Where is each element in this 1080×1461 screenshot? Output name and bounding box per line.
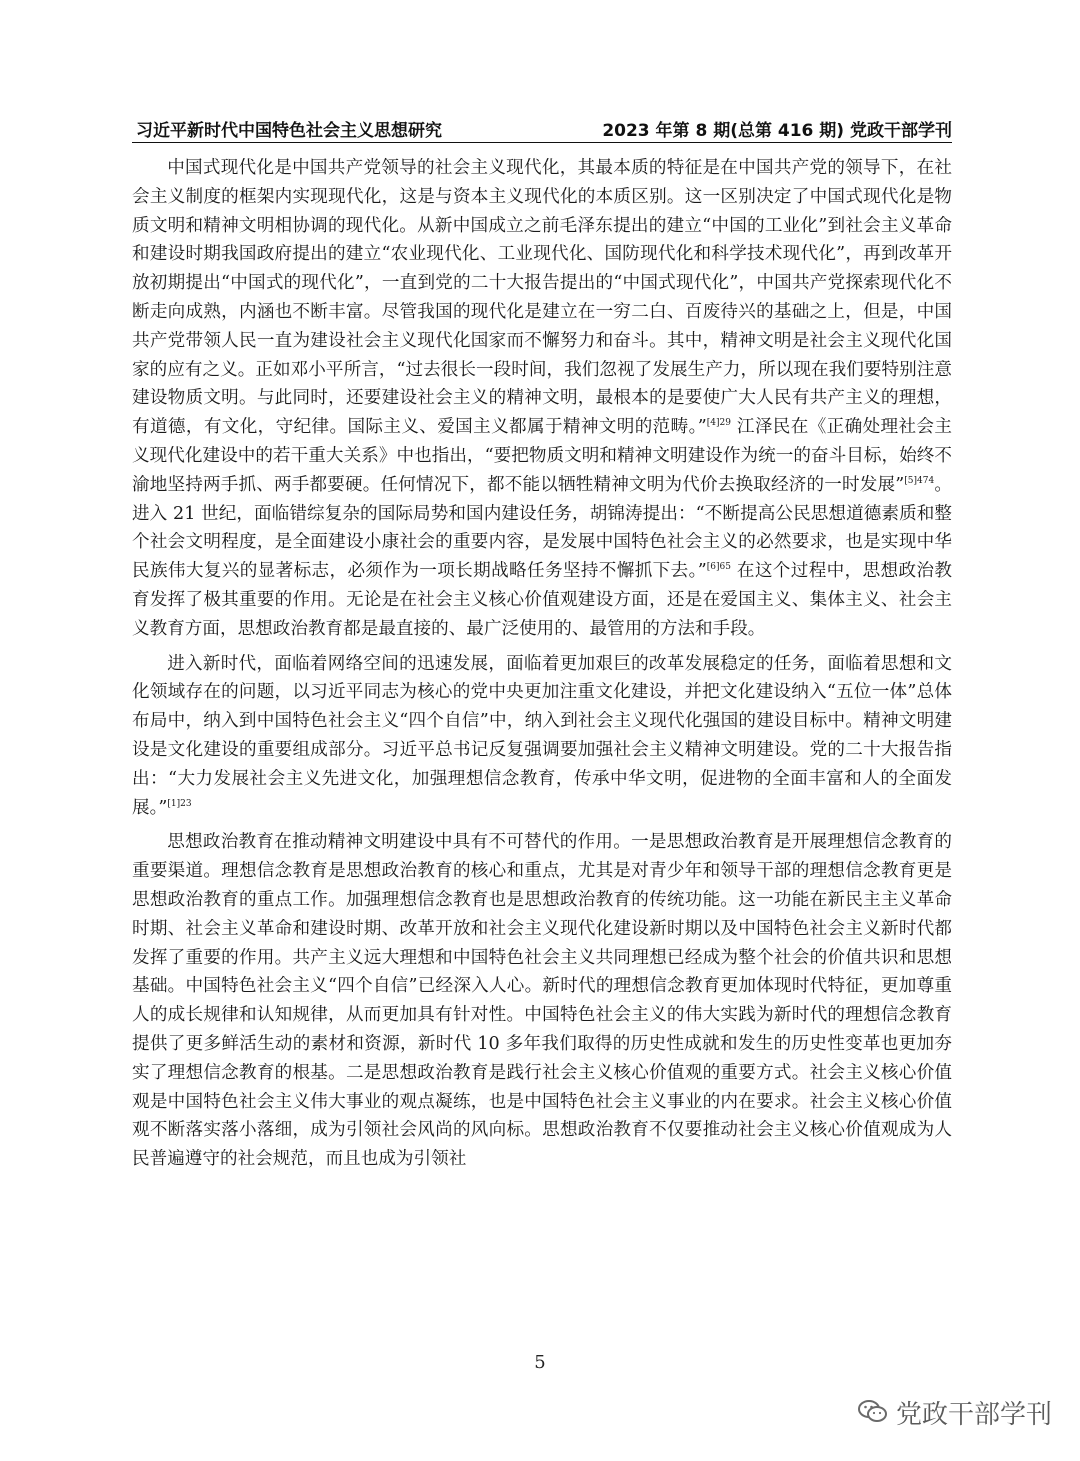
paragraph-text: 。进入 21 世纪，面临错综复杂的国际局势和国内建设任务，胡锦涛提出：“不断提高公民思想道德素质和整个社会文明程度，是全面建设小康社会的重要内容，是发展中国特色社会主义的必然要求，也是实现中华民族伟大复兴的显著标志，必须作为一项长期战略任务坚持不懈抓下去。” — [132, 474, 952, 582]
paragraph-3 — [132, 828, 952, 1174]
wechat-icon — [858, 1399, 888, 1425]
citation-superscript: [4]29 — [706, 418, 731, 429]
page-number: 5 — [534, 1352, 546, 1373]
watermark-text: 党政干部学刊 — [895, 1399, 1052, 1430]
paragraph-text: 在这个过程中，思想政治教育发挥了极其重要的作用。无论是在社会主义核心价值观建设方面，还是在爱国主义、集体主义、社会主义教育方面，思想政治教育都是最直接的、最广泛使用的、最管用的方法和手段。 — [132, 561, 952, 639]
watermark — [858, 1392, 1052, 1432]
paragraph-text: 中国式现代化是中国共产党领导的社会主义现代化，其最本质的特征是在中国共产党的领导下，在社会主义制度的框架内实现现代化，这是与资本主义现代化的本质区别。这一区别决定了中国式现代化是物质文明和精神文明相协调的现代化。从新中国成立之前毛泽东提出的建立“中国的工业化”到社会主义革命和建设时期我国政府提出的建立“农业现代化、工业现代化、国防现代化和科学技术现代化”，再到改革开放初期提出“中国式的现代化”，一直到党的二十大报告提出的“中国式现代化”，中国共产党探索现代化不断走向成熟，内涵也不断丰富。尽管我国的现代化是建立在一穷二白、百废待兴的基础之上，但是，中国共产党带领人民一直为建设社会主义现代化国家而不懈努力和奋斗。其中，精神文明是社会主义现代化国家的应有之义。正如邓小平所言，“过去很长一段时间，我们忽视了发展生产力，所以现在我们要特别注意建设物质文明。与此同时，还要建设社会主义的精神文明，最根本的是要使广大人民有共产主义的理想，有道德，有文化，守纪律。国际主义、爱国主义都属于精神文明的范畴。” — [132, 158, 952, 438]
citation-superscript: [1]23 — [167, 798, 192, 809]
citation-superscript: [6]65 — [706, 562, 731, 573]
header-section-title: 习近平新时代中国特色社会主义思想研究 — [136, 121, 442, 141]
citation-superscript: [5]474 — [904, 475, 935, 486]
running-header — [132, 112, 952, 143]
article-body — [132, 154, 952, 1180]
paragraph-text: 进入新时代，面临着网络空间的迅速发展，面临着更加艰巨的改革发展稳定的任务，面临着思想和文化领域存在的问题，以习近平同志为核心的党中央更加注重文化建设，并把文化建设纳入“五位一体”总体布局中，纳入到中国特色社会主义“四个自信”中，纳入到社会主义现代化强国的建设目标中。精神文明建设是文化建设的重要组成部分。习近平总书记反复强调要加强社会主义精神文明建设。党的二十大报告指出：“大力发展社会主义先进文化，加强理想信念教育，传承中华文明，促进物的全面丰富和人的全面发展。” — [132, 653, 952, 818]
paragraph-1 — [132, 154, 952, 644]
header-issue-info: 2023 年第 8 期(总第 416 期) 党政干部学刊 — [602, 121, 952, 141]
paragraph-text: 思想政治教育在推动精神文明建设中具有不可替代的作用。一是思想政治教育是开展理想信念教育的重要渠道。理想信念教育是思想政治教育的核心和重点，尤其是对青少年和领导干部的理想信念教育更是思想政治教育的重点工作。加强理想信念教育也是思想政治教育的传统功能。这一功能在新民主主义革命时期、社会主义革命和建设时期、改革开放和社会主义现代化建设新时期以及中国特色社会主义新时代都发挥了重要的作用。共产主义远大理想和中国特色社会主义共同理想已经成为整个社会的价值共识和思想基础。中国特色社会主义“四个自信”已经深入人心。新时代的理想信念教育更加体现时代特征，更加尊重人的成长规律和认知规律，从而更加具有针对性。中国特色社会主义的伟大实践为新时代的理想信念教育提供了更多鲜活生动的素材和资源，新时代 10 多年我们取得的历史性成就和发生的历史性变革也更加夯实了理想信念教育的根基。二是思想政治教育是践行社会主义核心价值观的重要方式。社会主义核心价值观是中国特色社会主义伟大事业的观点凝练，也是中国特色社会主义事业的内在要求。社会主义核心价值观不断落实落小落细，成为引领社会风尚的风向标。思想政治教育不仅要推动社会主义核心价值观成为人民普遍遵守的社会规范，而且也成为引领社 — [132, 832, 952, 1170]
paragraph-2 — [132, 650, 952, 823]
paragraph-text: 江泽民在《正确处理社会主义现代化建设中的若干重大关系》中也指出，“要把物质文明和精神文明建设作为统一的奋斗目标，始终不渝地坚持两手抓、两手都要硬。任何情况下，都不能以牺牲精神文明为代价去换取经济的一时发展” — [132, 417, 952, 495]
